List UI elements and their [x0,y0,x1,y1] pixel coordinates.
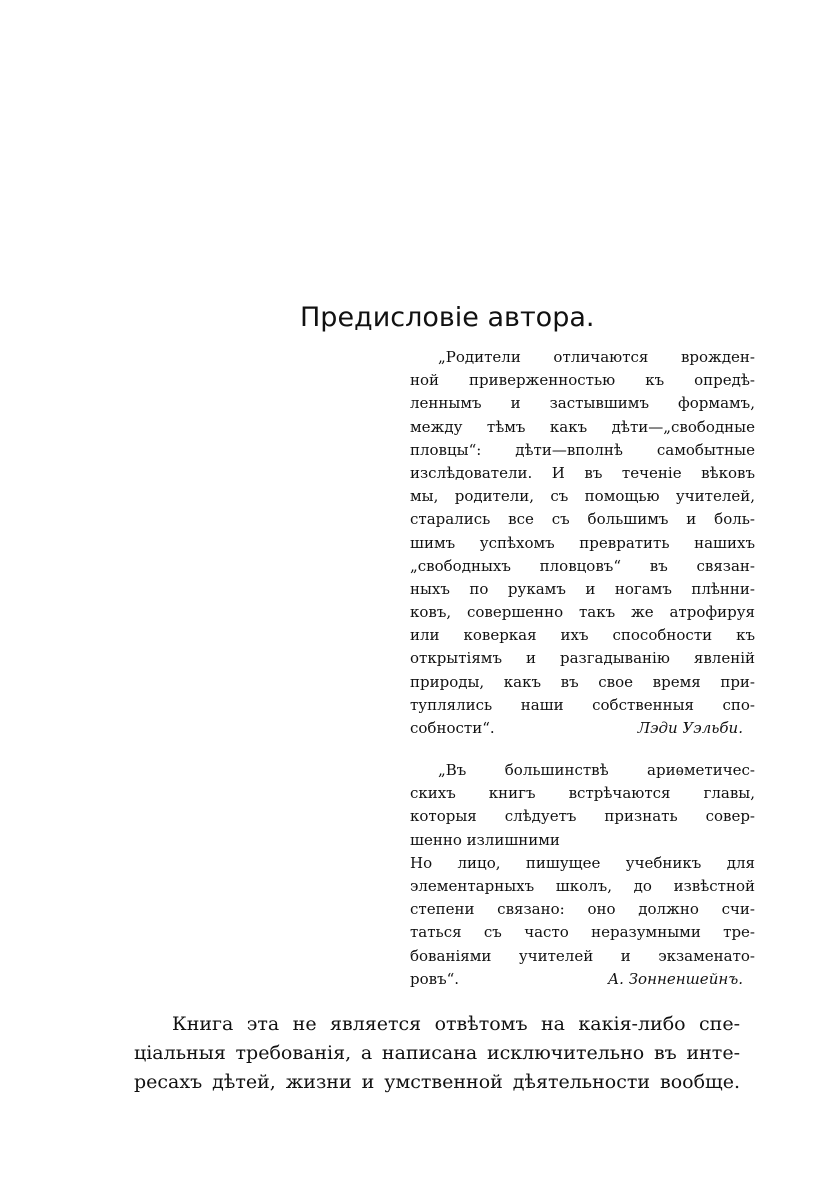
closing-paragraph [134,1010,740,1097]
epigraph-line: ной приверженностью къ опредѣ- [410,371,755,390]
epigraph-line: степени связано: оно должно счи- [410,900,755,919]
epigraph-line: Но лицо, пишущее учебникъ для [410,853,755,872]
epigraph-last-line [410,968,755,991]
paragraph-line: ресахъ дѣтей, жизни и умственной дѣятельности вообще. [134,1071,740,1093]
epigraph-line-end: ровъ“. [410,969,460,988]
epigraph-line: скихъ книгъ встрѣчаются главы, [410,784,755,803]
epigraph-line: шенно излишними [410,830,560,849]
epigraph-line: пловцы“: дѣти—вполнѣ самобытные [410,440,755,459]
paragraph-line: ціальныя требованія, а написана исключительно въ инте- [134,1042,740,1064]
epigraph-line: леннымъ и застывшимъ формамъ, [410,394,755,413]
epigraph-line: мы, родители, съ помощью учителей, [410,487,755,506]
epigraph-line: таться съ часто неразумными тре- [410,923,755,942]
epigraph-line: старались все съ большимъ и боль- [410,510,755,529]
paragraph-line: Книга эта не является отвѣтомъ на какія-либо спе- [172,1013,740,1035]
epigraph-line: или коверкая ихъ способности къ [410,626,755,645]
epigraph-welby [410,346,755,740]
epigraph-line: „Въ большинствѣ ариѳметичес- [438,761,755,779]
epigraph-line: ковъ, совершенно такъ же атрофируя [410,603,755,622]
epigraph-author: А. Зонненшейнъ. [607,969,743,988]
epigraph-line: которыя слѣдуетъ признать совер- [410,807,755,826]
epigraph-line: между тѣмъ какъ дѣти—„свободные [410,417,755,436]
page-title: Предисловіе автора. [300,302,595,333]
epigraph-last-line [410,717,755,740]
epigraph-line: ныхъ по рукамъ и ногамъ плѣнни- [410,579,755,598]
epigraph-line: изслѣдователи. И въ теченіе вѣковъ [410,463,755,482]
epigraph-line: шимъ успѣхомъ превратить нашихъ [410,533,755,552]
epigraph-line: туплялись наши собственныя спо- [410,695,755,714]
epigraph-sonnenschein [410,759,755,991]
epigraph-line-end: собности“. [410,719,495,737]
epigraph-line: „свободныхъ пловцовъ“ въ связан- [410,556,755,575]
epigraph-line: бованіями учителей и экзаменато- [410,946,755,965]
epigraph-line: элементарныхъ школъ, до извѣстной [410,876,755,895]
epigraph-line: открытіямъ и разгадыванію явленій [410,649,755,668]
epigraph-author: Лэди Уэльби. [637,719,743,737]
epigraph-line: „Родители отличаются врожден- [438,348,755,366]
epigraph-line: природы, какъ въ свое время при- [410,672,755,691]
